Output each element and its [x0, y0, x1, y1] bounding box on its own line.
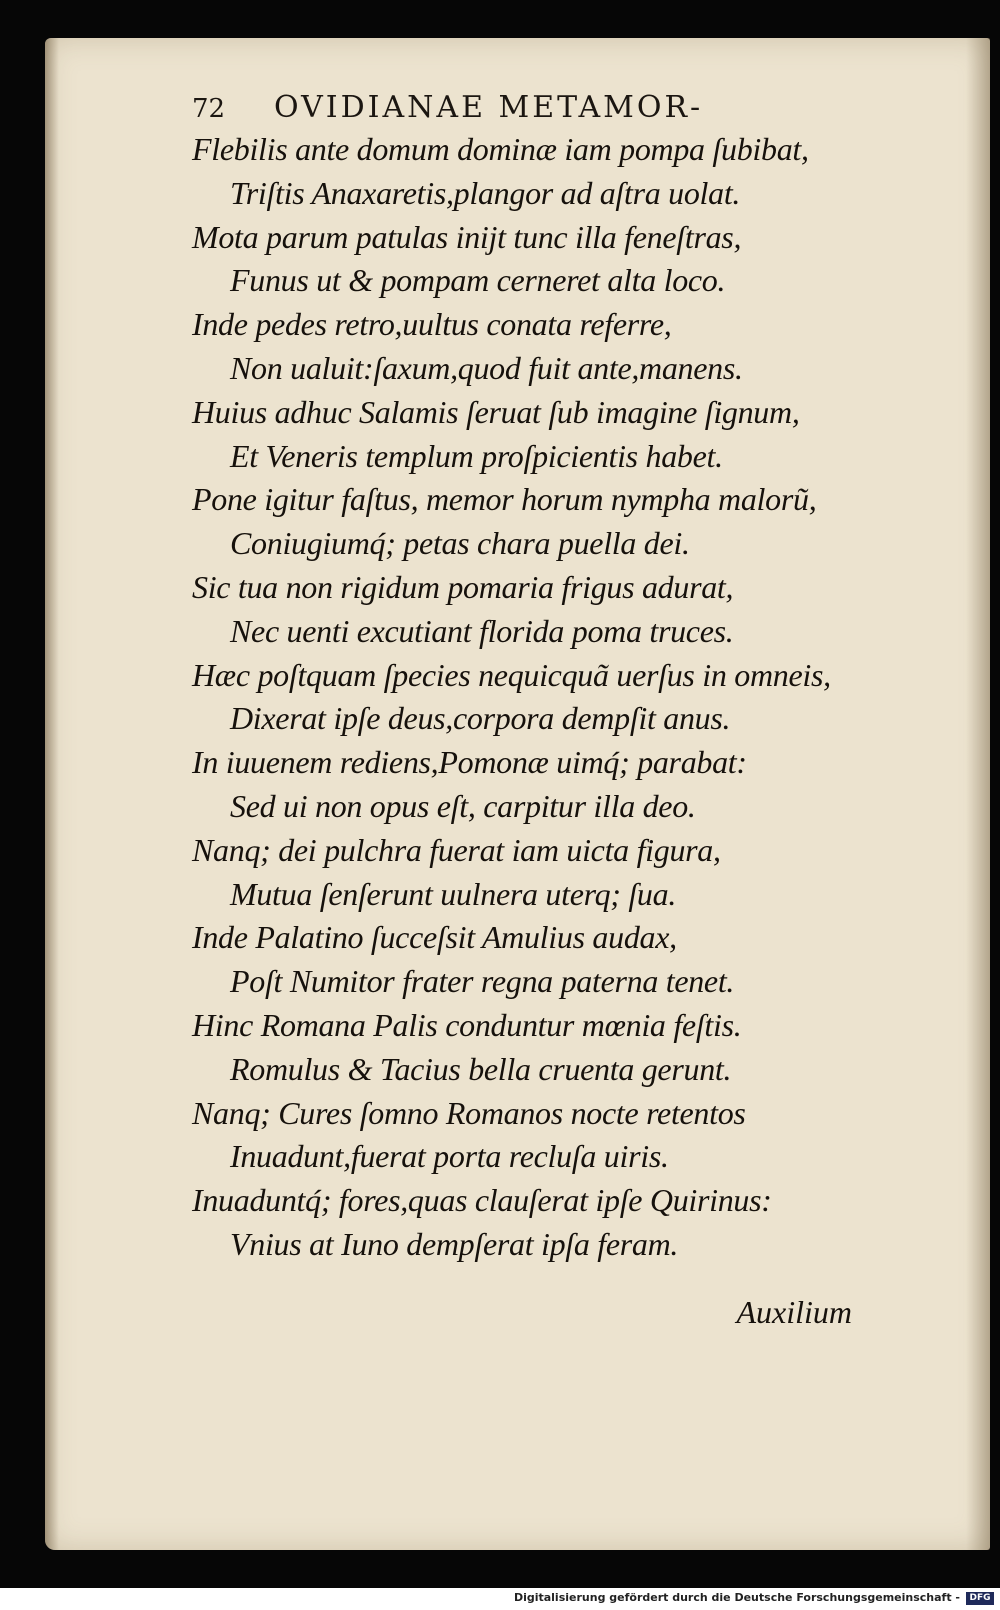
verse-line: Hinc Romana Palis conduntur mœnia feſtis. [192, 1006, 742, 1043]
digitization-footer [0, 1588, 1000, 1610]
verse-line: Romulus & Tacius bella cruenta gerunt. [230, 1050, 732, 1087]
verse-line: Nanq; Cures ſomno Romanos nocte retentos [192, 1094, 746, 1131]
verse-line: Vnius at Iuno dempſerat ipſa feram. [230, 1225, 679, 1262]
verse-line: Coniugiumq́; petas chara puella dei. [230, 525, 690, 562]
verse-line: Nanq; dei pulchra fuerat iam uicta figura, [192, 831, 721, 868]
verse-line: Mutua ſenſerunt uulnera uterq; ſua. [230, 875, 677, 912]
verse-line: Non ualuit:ſaxum,quod fuit ante,manens. [230, 349, 743, 386]
catchword: Auxilium [736, 1294, 852, 1330]
running-head: OVIDIANAE METAMOR- [274, 90, 704, 125]
verse-line: Flebilis ante domum dominæ iam pompa ſubibat, [192, 131, 809, 167]
verse-line: Mota parum patulas iniјt tunc illa feneſtras, [192, 218, 742, 255]
footer-credit: Digitalisierung gefördert durch die Deutsche Forschungsgemeinschaft - [513, 1591, 960, 1604]
verse-line: Dixerat ipſe deus,corpora dempſit anus. [230, 700, 731, 737]
verse-line: Inuaduntq́; fores,quas clauſerat ipſe Quirinus: [192, 1182, 772, 1219]
verse-line: Hæc poſtquam ſpecies nequicquã uerſus in omneis, [192, 656, 831, 693]
verse-line: Inde pedes retro,uultus conata referre, [192, 306, 672, 343]
verse-line: Huius adhuc Salamis ſeruat ſub imagine ſignum, [192, 393, 800, 430]
verse-line: Sic tua non rigidum pomaria frigus adurat, [192, 568, 734, 605]
verse-line: Triſtis Anaxaretis,plangor ad aſtra uolat. [230, 174, 741, 211]
verse-line: Inde Palatino ſucceſsit Amulius audax, [192, 919, 677, 956]
verse-line: Funus ut & pompam cerneret alta loco. [230, 262, 726, 299]
verse-line: Sed ui non opus eſt, carpitur illa deo. [230, 787, 696, 824]
verse-line: Nec uenti excutiant florida poma truces. [230, 612, 734, 649]
page-header [192, 88, 792, 128]
verse-line: Pone igitur faſtus, memor horum nympha malorũ, [192, 481, 817, 518]
verse-line: Poſt Numitor frater regna paterna tenet. [230, 963, 735, 1000]
page-number: 72 [192, 94, 226, 124]
dfg-logo-icon: DFG [966, 1592, 994, 1605]
verse-line: Inuadunt,fuerat porta recluſa uiris. [230, 1138, 669, 1175]
verse-text [192, 128, 912, 1267]
verse-line: Et Veneris templum proſpicientis habet. [230, 437, 723, 474]
verse-line: In iuuenem rediens,Pomonæ uimq́; parabat: [192, 744, 747, 781]
